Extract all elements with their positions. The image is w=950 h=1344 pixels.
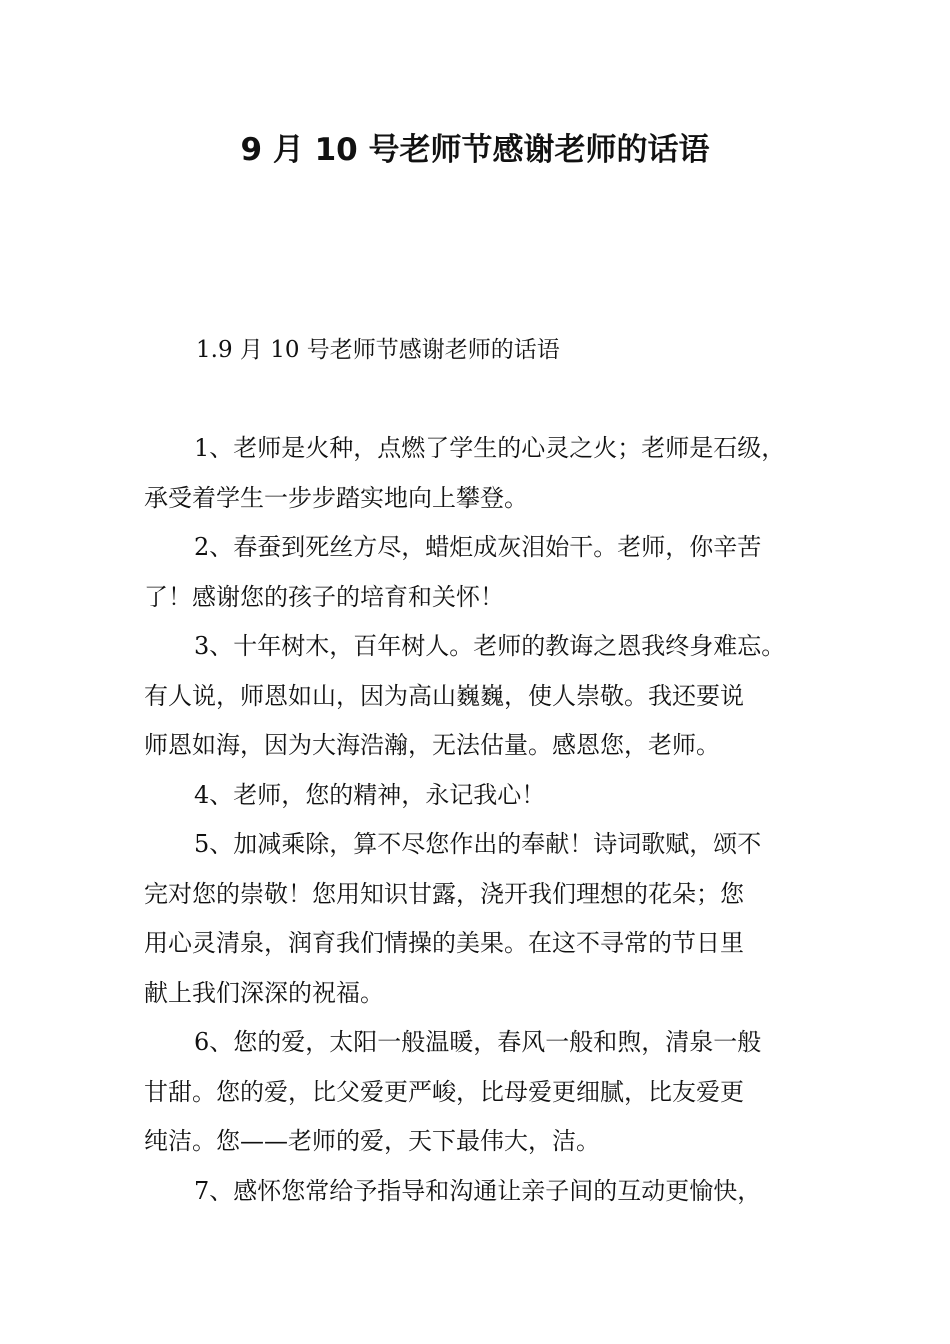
paragraph-line: 甘甜。您的爱，比父爱更严峻，比母爱更细腻，比友爱更	[144, 1077, 744, 1106]
paragraph-5	[144, 820, 814, 1018]
paragraph-1	[144, 424, 814, 523]
paragraph-line: 3、十年树木，百年树人。老师的教诲之恩我终身难忘。	[194, 632, 786, 660]
paragraph-line: 5、加减乘除，算不尽您作出的奉献！诗词歌赋，颂不	[194, 830, 762, 858]
paragraph-line: 7、感怀您常给予指导和沟通让亲子间的互动更愉快，	[194, 1176, 762, 1205]
paragraph-6	[144, 1018, 814, 1167]
paragraph-line: 6、您的爱，太阳一般温暖，春风一般和煦，清泉一般	[194, 1028, 762, 1056]
paragraph-line: 用心灵清泉，润育我们情操的美果。在这不寻常的节日里	[144, 929, 744, 957]
paragraph-line: 献上我们深深的祝福。	[144, 978, 384, 1007]
paragraph-line: 完对您的崇敬！您用知识甘露，浇开我们理想的花朵；您	[144, 879, 744, 908]
paragraph-line: 了！感谢您的孩子的培育和关怀！	[144, 582, 504, 611]
document-body	[144, 424, 814, 1216]
paragraph-4	[144, 771, 814, 821]
paragraph-line: 1、老师是火种，点燃了学生的心灵之火；老师是石级，	[194, 434, 786, 462]
section-heading: 1.9 月 10 号老师节感谢老师的话语	[196, 337, 560, 363]
paragraph-3	[144, 622, 814, 771]
paragraph-line: 有人说，师恩如山，因为高山巍巍，使人崇敬。我还要说	[144, 681, 744, 710]
paragraph-line: 承受着学生一步步踏实地向上攀登。	[144, 483, 528, 512]
document-title: 9 月 10 号老师节感谢老师的话语	[240, 132, 710, 168]
paragraph-line: 4、老师，您的精神，永记我心！	[194, 780, 546, 809]
paragraph-2	[144, 523, 814, 622]
paragraph-7	[144, 1167, 814, 1217]
paragraph-line: 2、春蚕到死丝方尽，蜡炬成灰泪始干。老师，你辛苦	[194, 533, 762, 561]
paragraph-line: 师恩如海，因为大海浩瀚，无法估量。感恩您，老师。	[144, 731, 720, 759]
paragraph-line: 纯洁。您——老师的爱，天下最伟大，洁。	[144, 1127, 600, 1155]
